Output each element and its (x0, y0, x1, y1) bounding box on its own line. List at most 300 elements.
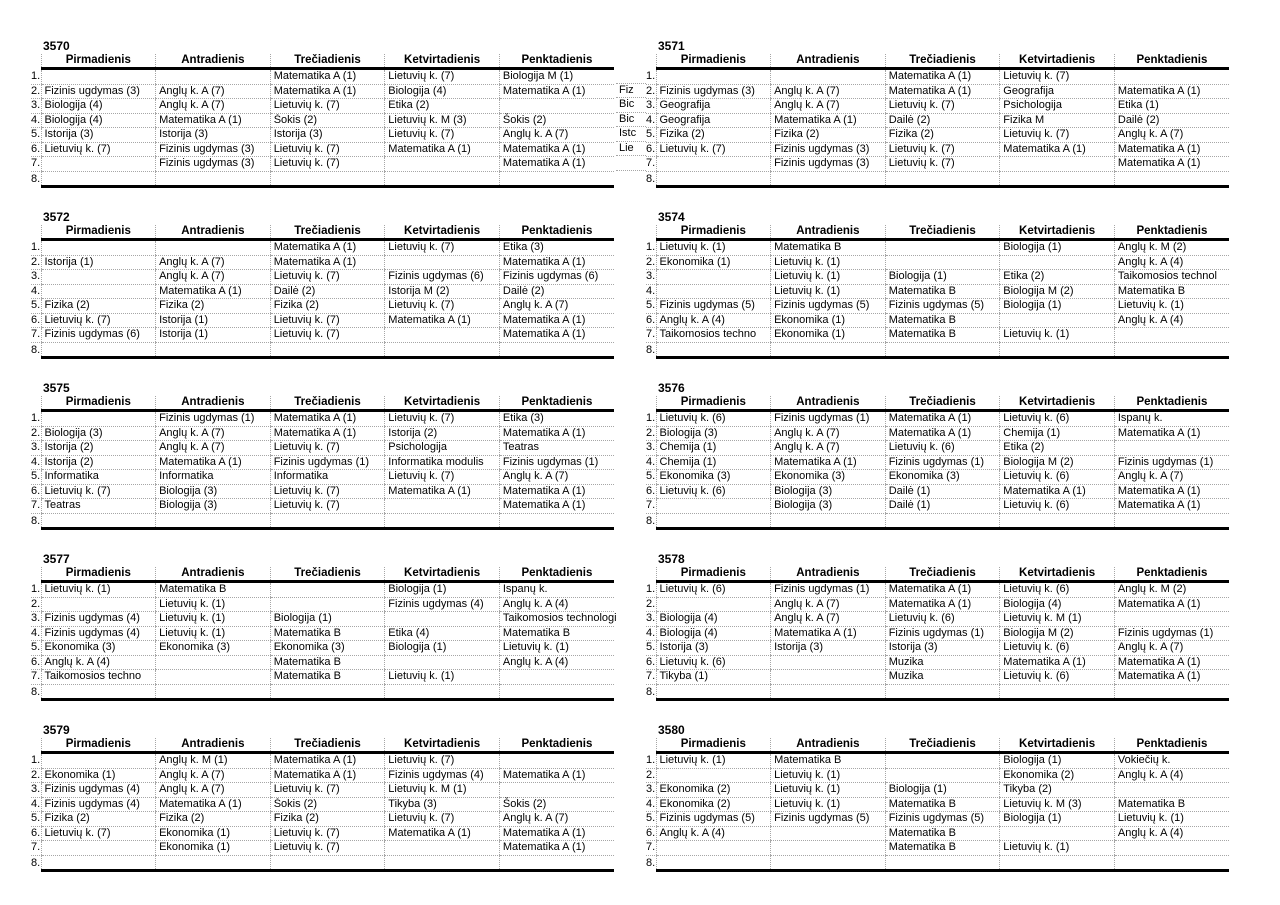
lesson-cell (885, 171, 1000, 187)
lesson-cell (499, 670, 614, 685)
lesson-cell: Lietuvių k. (6) (656, 484, 771, 499)
table-row (646, 441, 1229, 456)
row-number: 7. (646, 157, 656, 170)
lesson-cell: Fizinis ugdymas (5) (885, 299, 1000, 314)
timetable-block-3580 (646, 724, 1229, 872)
lesson-cell: Matematika A (1) (499, 426, 614, 441)
class-number: 3571 (658, 39, 685, 53)
row-number: 8. (646, 514, 656, 527)
lesson-cell: Fizinis ugdymas (1) (156, 411, 271, 427)
table-row (646, 470, 1229, 485)
row-number: 2. (31, 597, 41, 610)
table-row (31, 240, 614, 256)
table-row (31, 455, 614, 470)
day-header: Antradienis (771, 738, 886, 753)
lesson-cell: Fizinis ugdymas (1) (771, 411, 886, 427)
lesson-cell: Matematika A (1) (499, 157, 614, 172)
row-number: 6. (646, 142, 656, 155)
lesson-cell: Etika (3) (499, 411, 614, 427)
day-header: Pirmadienis (41, 738, 156, 753)
lesson-cell (270, 513, 385, 529)
table-row (646, 270, 1229, 285)
row-number: 7. (31, 157, 41, 170)
lesson-cell: Lietuvių k. (7) (1000, 69, 1115, 85)
lesson-cell (270, 342, 385, 358)
lesson-cell: Lietuvių k. (1) (1000, 328, 1115, 343)
table-row (646, 69, 1229, 85)
lesson-cell (41, 69, 156, 85)
lesson-cell: Istorija (2) (385, 426, 500, 441)
lesson-cell: Psichologija (1000, 99, 1115, 114)
lesson-cell: Matematika B (885, 328, 1000, 343)
table-row (646, 313, 1229, 328)
lesson-cell: Matematika A (1) (156, 113, 271, 128)
row-number: 5. (31, 812, 41, 825)
table-row (31, 797, 614, 812)
lesson-cell: Matematika A (1) (270, 768, 385, 783)
day-header: Antradienis (156, 396, 271, 411)
table-row (31, 342, 614, 358)
lesson-cell: Dailė (2) (1114, 113, 1229, 128)
lesson-cell: Fizinis ugdymas (5) (771, 299, 886, 314)
lesson-cell: Fizinis ugdymas (5) (771, 812, 886, 827)
lesson-cell (41, 597, 156, 612)
table-row (31, 270, 614, 285)
clipped-text-fragment (616, 171, 646, 185)
lesson-cell: Lietuvių k. (7) (41, 826, 156, 841)
clipped-text-fragment: Lie (616, 142, 646, 157)
lesson-cell (885, 753, 1000, 769)
day-header: Trečiadienis (270, 738, 385, 753)
row-number: 6. (31, 826, 41, 839)
day-header: Penktadienis (1114, 396, 1229, 411)
clipped-text-fragment (616, 156, 646, 171)
lesson-cell (156, 513, 271, 529)
lesson-cell: Lietuvių k. (7) (385, 69, 500, 85)
lesson-cell: Šokis (2) (499, 113, 614, 128)
lesson-cell (1000, 826, 1115, 841)
table-row (646, 284, 1229, 299)
row-number: 4. (31, 797, 41, 810)
row-number: 1. (646, 240, 656, 256)
lesson-cell: Vokiečių k. (1114, 753, 1229, 769)
day-header: Penktadienis (1114, 738, 1229, 753)
lesson-cell: Matematika A (1) (499, 313, 614, 328)
lesson-cell: Matematika A (1) (771, 113, 886, 128)
lesson-cell: Matematika A (1) (499, 142, 614, 157)
lesson-cell: Biologija (3) (771, 484, 886, 499)
lesson-cell: Lietuvių k. (7) (385, 812, 500, 827)
lesson-cell (1114, 513, 1229, 529)
day-header: Ketvirtadienis (1000, 396, 1115, 411)
row-number-header (31, 225, 41, 240)
lesson-cell: Fizika (2) (270, 812, 385, 827)
lesson-cell: Anglų k. A (4) (41, 655, 156, 670)
lesson-cell: Fizika (2) (156, 299, 271, 314)
lesson-cell: Lietuvių k. (7) (270, 270, 385, 285)
table-row (31, 768, 614, 783)
lesson-cell: Biologija (4) (656, 626, 771, 641)
lesson-cell: Istorija (3) (771, 641, 886, 656)
lesson-cell: Lietuvių k. (1) (771, 797, 886, 812)
table-row (646, 513, 1229, 529)
timetable-block-3571 (646, 40, 1229, 188)
lesson-cell: Fizinis ugdymas (3) (771, 142, 886, 157)
table-row (646, 84, 1229, 99)
lesson-cell: Matematika A (1) (156, 455, 271, 470)
lesson-cell: Biologija (1) (385, 582, 500, 598)
lesson-cell: Lietuvių k. (6) (1000, 670, 1115, 685)
lesson-cell: Anglų k. A (4) (1114, 826, 1229, 841)
lesson-cell: Matematika A (1) (885, 597, 1000, 612)
row-number: 1. (646, 411, 656, 427)
lesson-cell: Lietuvių k. (1) (771, 255, 886, 270)
lesson-cell (771, 513, 886, 529)
lesson-cell: Istorija (3) (156, 128, 271, 143)
table-row (646, 582, 1229, 598)
lesson-cell: Anglų k. A (4) (1114, 313, 1229, 328)
day-header: Ketvirtadienis (385, 396, 500, 411)
lesson-cell: Matematika A (1) (1114, 142, 1229, 157)
row-number-header (646, 54, 656, 69)
row-number: 8. (646, 685, 656, 698)
lesson-cell: Lietuvių k. (1) (156, 626, 271, 641)
lesson-cell (1000, 171, 1115, 187)
lesson-cell (385, 684, 500, 700)
lesson-cell: Taikomosios technol (1114, 270, 1229, 285)
lesson-cell: Matematika A (1) (385, 313, 500, 328)
timetable-block-3578 (646, 553, 1229, 701)
lesson-cell: Matematika A (1) (1114, 484, 1229, 499)
lesson-cell: Matematika A (1) (270, 240, 385, 256)
lesson-cell: Matematika A (1) (270, 84, 385, 99)
row-number: 8. (31, 685, 41, 698)
lesson-cell: Istorija (3) (885, 641, 1000, 656)
lesson-cell: Fizinis ugdymas (6) (499, 270, 614, 285)
lesson-cell: Lietuvių k. (1) (156, 597, 271, 612)
lesson-cell (1114, 441, 1229, 456)
lesson-cell: Ekonomika (1) (771, 328, 886, 343)
lesson-cell (656, 284, 771, 299)
lesson-cell: Lietuvių k. M (3) (1000, 797, 1115, 812)
lesson-cell: Geografija (656, 99, 771, 114)
lesson-cell: Lietuvių k. (7) (385, 128, 500, 143)
lesson-cell: Matematika A (1) (385, 484, 500, 499)
row-number: 5. (31, 641, 41, 654)
lesson-cell: Matematika A (1) (499, 484, 614, 499)
row-number: 2. (31, 426, 41, 439)
lesson-cell: Ekonomika (1) (41, 768, 156, 783)
lesson-cell: Biologija (1) (1000, 753, 1115, 769)
lesson-cell (885, 240, 1000, 256)
day-header: Penktadienis (499, 225, 614, 240)
lesson-cell (1000, 342, 1115, 358)
lesson-cell (499, 171, 614, 187)
lesson-cell: Anglų k. A (7) (771, 99, 886, 114)
lesson-cell: Lietuvių k. (7) (656, 142, 771, 157)
table-row (31, 99, 614, 114)
lesson-cell: Matematika A (1) (270, 411, 385, 427)
day-header: Ketvirtadienis (1000, 567, 1115, 582)
lesson-cell: Matematika B (885, 826, 1000, 841)
row-number: 4. (31, 626, 41, 639)
lesson-cell (771, 171, 886, 187)
lesson-cell: Istorija (1) (156, 328, 271, 343)
lesson-cell: Fizinis ugdymas (3) (771, 157, 886, 172)
lesson-cell (156, 171, 271, 187)
lesson-cell: Anglų k. A (7) (156, 99, 271, 114)
row-number: 5. (646, 299, 656, 312)
lesson-cell: Dailė (1) (885, 484, 1000, 499)
table-row (646, 841, 1229, 856)
table-row (31, 812, 614, 827)
class-number: 3572 (43, 210, 70, 224)
lesson-cell (499, 855, 614, 871)
row-number: 5. (31, 128, 41, 141)
lesson-cell: Fizinis ugdymas (1) (885, 455, 1000, 470)
lesson-cell (656, 855, 771, 871)
lesson-cell: Biologija (1) (1000, 240, 1115, 256)
lesson-cell (499, 753, 614, 769)
table-row (31, 655, 614, 670)
lesson-cell: Matematika A (1) (885, 69, 1000, 85)
lesson-cell: Lietuvių k. (7) (270, 157, 385, 172)
lesson-cell: Lietuvių k. (1) (771, 783, 886, 798)
day-header: Ketvirtadienis (1000, 738, 1115, 753)
lesson-cell (385, 171, 500, 187)
day-header: Pirmadienis (41, 54, 156, 69)
lesson-cell: Lietuvių k. (7) (270, 142, 385, 157)
table-row (646, 753, 1229, 769)
lesson-cell: Lietuvių k. (1) (385, 670, 500, 685)
row-number-header (31, 738, 41, 753)
schedule-table (646, 738, 1229, 872)
day-header: Antradienis (771, 54, 886, 69)
lesson-cell: Lietuvių k. (6) (1000, 641, 1115, 656)
lesson-cell: Lietuvių k. (7) (885, 142, 1000, 157)
lesson-cell: Fizinis ugdymas (1) (1114, 626, 1229, 641)
day-header: Antradienis (771, 225, 886, 240)
row-number: 5. (31, 299, 41, 312)
lesson-cell (885, 342, 1000, 358)
lesson-cell: Lietuvių k. (1) (656, 240, 771, 256)
lesson-cell: Matematika B (499, 626, 614, 641)
lesson-cell: Fizika (2) (41, 299, 156, 314)
lesson-cell: Fizinis ugdymas (3) (41, 84, 156, 99)
day-header: Penktadienis (499, 567, 614, 582)
lesson-cell: Anglų k. A (7) (156, 426, 271, 441)
lesson-cell (1114, 841, 1229, 856)
class-number: 3574 (658, 210, 685, 224)
lesson-cell: Fizinis ugdymas (4) (41, 783, 156, 798)
lesson-cell (885, 255, 1000, 270)
lesson-cell: Matematika B (1114, 284, 1229, 299)
lesson-cell (771, 841, 886, 856)
lesson-cell (885, 768, 1000, 783)
table-row (31, 684, 614, 700)
table-row (31, 826, 614, 841)
row-number-header (646, 225, 656, 240)
lesson-cell: Lietuvių k. (7) (270, 484, 385, 499)
table-row (646, 171, 1229, 187)
row-number: 1. (31, 582, 41, 598)
table-row (646, 342, 1229, 358)
lesson-cell: Taikomosios technologi (499, 612, 614, 627)
table-row (646, 299, 1229, 314)
clipped-table-fragment (616, 69, 646, 184)
lesson-cell: Biologija M (2) (1000, 455, 1115, 470)
row-number: 6. (31, 313, 41, 326)
lesson-cell (656, 342, 771, 358)
day-header: Ketvirtadienis (1000, 54, 1115, 69)
row-number: 8. (31, 172, 41, 185)
lesson-cell: Lietuvių k. (1) (499, 641, 614, 656)
lesson-cell: Ekonomika (2) (656, 797, 771, 812)
table-row (646, 255, 1229, 270)
lesson-cell: Lietuvių k. (6) (1000, 470, 1115, 485)
day-header: Antradienis (771, 396, 886, 411)
lesson-cell (1114, 342, 1229, 358)
lesson-cell: Matematika A (1) (270, 69, 385, 85)
lesson-cell: Matematika B (885, 841, 1000, 856)
table-row (31, 841, 614, 856)
lesson-cell: Fizinis ugdymas (3) (156, 142, 271, 157)
day-header: Trečiadienis (270, 225, 385, 240)
schedule-table (31, 567, 617, 701)
lesson-cell: Fizinis ugdymas (5) (656, 812, 771, 827)
lesson-cell (656, 69, 771, 85)
table-row (646, 768, 1229, 783)
row-number: 2. (31, 255, 41, 268)
row-number: 3. (31, 99, 41, 112)
lesson-cell: Ekonomika (1) (656, 255, 771, 270)
row-number: 2. (31, 84, 41, 97)
lesson-cell: Etika (2) (385, 99, 500, 114)
day-header: Pirmadienis (656, 396, 771, 411)
day-header: Pirmadienis (41, 396, 156, 411)
lesson-cell: Dailė (2) (499, 284, 614, 299)
lesson-cell: Fizinis ugdymas (1) (885, 626, 1000, 641)
row-number-header (646, 396, 656, 411)
day-header: Ketvirtadienis (385, 54, 500, 69)
lesson-cell: Matematika A (1) (1114, 499, 1229, 514)
lesson-cell: Fizinis ugdymas (4) (41, 626, 156, 641)
day-header: Pirmadienis (656, 567, 771, 582)
clipped-text-fragment (616, 69, 646, 84)
row-number: 4. (31, 113, 41, 126)
schedule-table (646, 567, 1229, 701)
row-number: 4. (646, 626, 656, 639)
lesson-cell: Lietuvių k. (7) (270, 99, 385, 114)
lesson-cell: Biologija (4) (1000, 597, 1115, 612)
lesson-cell: Fizinis ugdymas (1) (1114, 455, 1229, 470)
table-row (31, 113, 614, 128)
lesson-cell: Matematika A (1) (1114, 670, 1229, 685)
lesson-cell: Matematika A (1) (270, 255, 385, 270)
row-number: 6. (31, 142, 41, 155)
lesson-cell (771, 69, 886, 85)
lesson-cell: Biologija (4) (656, 612, 771, 627)
lesson-cell (385, 841, 500, 856)
lesson-cell: Anglų k. A (7) (771, 426, 886, 441)
row-number: 8. (646, 856, 656, 869)
clipped-text-fragment: Fiz (616, 84, 646, 99)
lesson-cell: Muzika (885, 670, 1000, 685)
table-row (646, 855, 1229, 871)
lesson-cell (156, 655, 271, 670)
lesson-cell: Fizinis ugdymas (4) (41, 612, 156, 627)
lesson-cell: Anglų k. A (4) (656, 826, 771, 841)
lesson-cell (1000, 255, 1115, 270)
row-number: 6. (31, 484, 41, 497)
lesson-cell: Matematika A (1) (499, 841, 614, 856)
lesson-cell: Matematika A (1) (270, 426, 385, 441)
lesson-cell: Matematika A (1) (499, 826, 614, 841)
lesson-cell (156, 342, 271, 358)
lesson-cell (1000, 313, 1115, 328)
timetable-block-3575 (31, 382, 614, 530)
lesson-cell: Fizinis ugdymas (4) (41, 797, 156, 812)
lesson-cell: Lietuvių k. (7) (270, 441, 385, 456)
lesson-cell: Lietuvių k. (7) (270, 328, 385, 343)
lesson-cell: Taikomosios techno (656, 328, 771, 343)
lesson-cell: Anglų k. A (7) (771, 441, 886, 456)
row-number: 3. (31, 612, 41, 625)
day-header: Penktadienis (499, 54, 614, 69)
lesson-cell: Ekonomika (1) (156, 841, 271, 856)
schedule-table (31, 738, 614, 872)
lesson-cell: Etika (4) (385, 626, 500, 641)
lesson-cell: Anglų k. M (2) (1114, 240, 1229, 256)
lesson-cell: Anglų k. A (7) (156, 441, 271, 456)
day-header: Trečiadienis (885, 567, 1000, 582)
row-number: 1. (646, 69, 656, 85)
lesson-cell: Biologija (3) (771, 499, 886, 514)
lesson-cell: Etika (2) (1000, 270, 1115, 285)
lesson-cell (771, 826, 886, 841)
lesson-cell: Matematika A (1) (771, 455, 886, 470)
day-header: Antradienis (771, 567, 886, 582)
lesson-cell: Matematika B (1114, 797, 1229, 812)
lesson-cell: Biologija M (2) (1000, 284, 1115, 299)
lesson-cell: Biologija M (2) (1000, 626, 1115, 641)
class-number: 3576 (658, 381, 685, 395)
lesson-cell: Ekonomika (3) (41, 641, 156, 656)
lesson-cell: Fizika M (1000, 113, 1115, 128)
lesson-cell: Lietuvių k. (6) (656, 582, 771, 598)
row-number: 6. (646, 655, 656, 668)
lesson-cell: Lietuvių k. (1) (1000, 841, 1115, 856)
lesson-cell: Anglų k. A (7) (1114, 641, 1229, 656)
class-number: 3579 (43, 723, 70, 737)
day-header: Penktadienis (499, 396, 614, 411)
row-number: 2. (646, 255, 656, 268)
lesson-cell: Lietuvių k. (1) (771, 768, 886, 783)
lesson-cell: Lietuvių k. (1) (656, 753, 771, 769)
table-row (31, 84, 614, 99)
lesson-cell: Biologija (1) (885, 270, 1000, 285)
day-header: Antradienis (156, 54, 271, 69)
lesson-cell: Biologija (4) (41, 113, 156, 128)
lesson-cell: Lietuvių k. (7) (385, 240, 500, 256)
lesson-cell: Lietuvių k. (7) (41, 142, 156, 157)
lesson-cell: Matematika B (270, 626, 385, 641)
lesson-cell: Lietuvių k. (6) (1000, 411, 1115, 427)
lesson-cell (1114, 783, 1229, 798)
lesson-cell: Matematika A (1) (1000, 655, 1115, 670)
lesson-cell (41, 342, 156, 358)
lesson-cell: Matematika B (156, 582, 271, 598)
